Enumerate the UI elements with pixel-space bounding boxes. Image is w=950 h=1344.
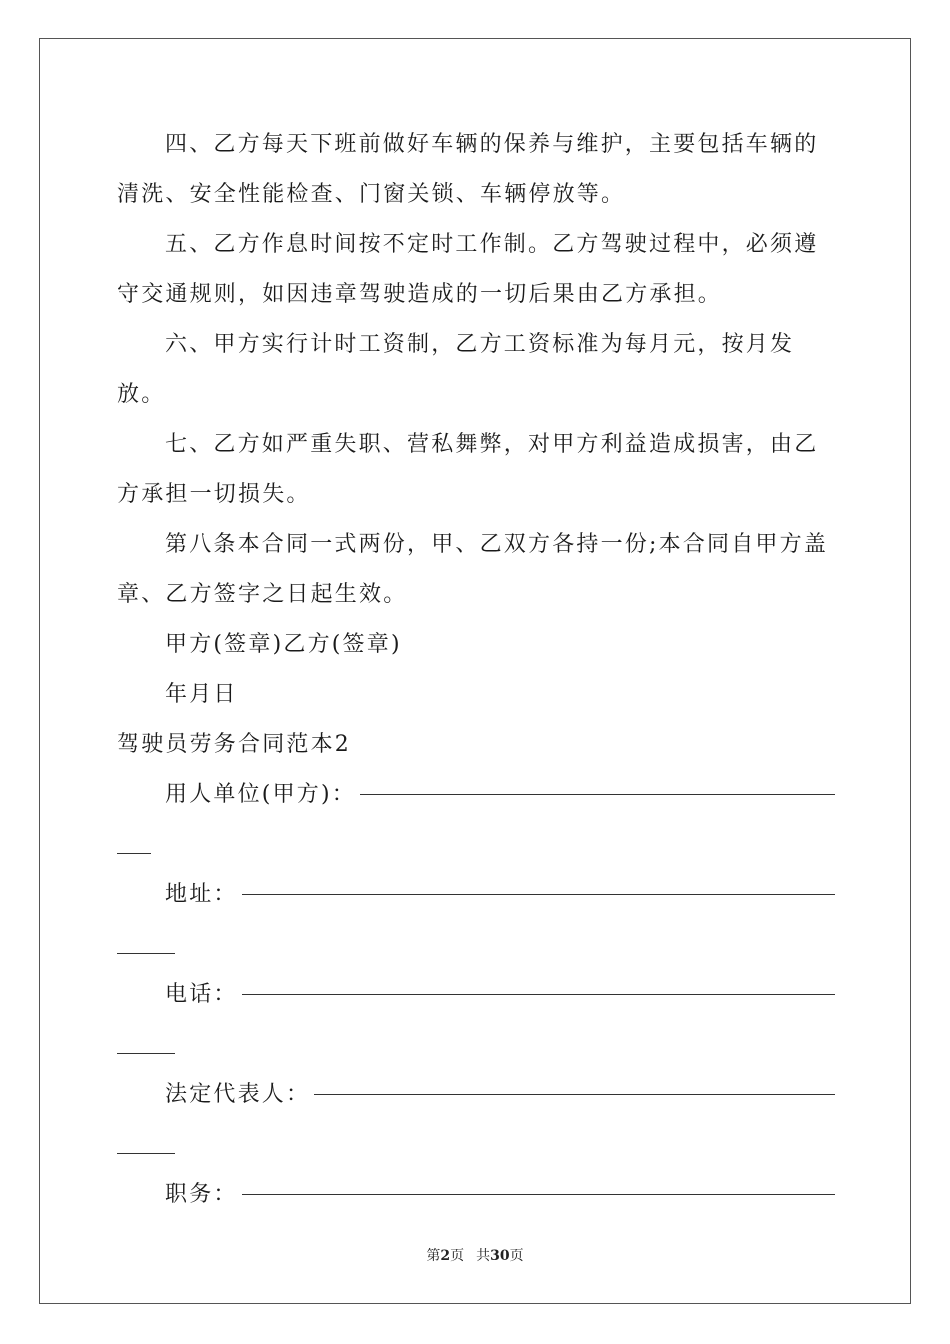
employer-field — [117, 770, 835, 820]
page-prefix: 第 — [426, 1248, 441, 1264]
page-footer — [0, 1245, 950, 1265]
clause-seven: 七、乙方如严重失职、营私舞弊，对甲方利益造成损害，由乙方承担一切损失。 — [117, 432, 819, 507]
clause-eight: 第八条本合同一式两份，甲、乙双方各持一份;本合同自甲方盖章、乙方签字之日起生效。 — [117, 532, 829, 607]
blank-stub — [117, 1053, 175, 1054]
clause-four: 四、乙方每天下班前做好车辆的保养与维护，主要包括车辆的清洗、安全性能检查、门窗关锁、车辆停放等。 — [117, 132, 819, 207]
address-blank — [242, 894, 835, 895]
page-suffix: 页 — [450, 1248, 465, 1264]
legal-rep-blank-continuation — [117, 1120, 835, 1170]
legal-rep-field — [117, 1070, 835, 1120]
legal-rep-blank — [314, 1094, 835, 1095]
date-line: 年月日 — [165, 682, 238, 707]
phone-blank-continuation — [117, 1020, 835, 1070]
document-body — [117, 120, 835, 1220]
clause-five: 五、乙方作息时间按不定时工作制。乙方驾驶过程中，必须遵守交通规则，如因违章驾驶造成的一切后果由乙方承担。 — [117, 232, 819, 307]
page-number: 2 — [440, 1248, 451, 1264]
blank-stub — [117, 953, 175, 954]
employer-label: 用人单位(甲方)： — [165, 782, 356, 807]
clause-six: 六、甲方实行计时工资制，乙方工资标准为每月元，按月发放。 — [117, 332, 795, 407]
position-field — [117, 1170, 835, 1220]
total-prefix: 共 — [476, 1248, 491, 1264]
address-label: 地址： — [165, 882, 238, 907]
employer-blank — [360, 794, 835, 795]
phone-blank — [242, 994, 835, 995]
legal-rep-label: 法定代表人： — [165, 1082, 311, 1107]
address-field — [117, 870, 835, 920]
total-suffix: 页 — [509, 1248, 524, 1264]
phone-label: 电话： — [165, 982, 238, 1007]
address-blank-continuation — [117, 920, 835, 970]
total-pages: 30 — [490, 1248, 510, 1264]
blank-stub — [117, 1153, 175, 1154]
phone-field — [117, 970, 835, 1020]
blank-stub — [117, 853, 151, 854]
employer-blank-continuation — [117, 820, 835, 870]
signature-line: 甲方(签章)乙方(签章) — [165, 632, 402, 657]
position-label: 职务： — [165, 1182, 238, 1207]
section-title: 驾驶员劳务合同范本2 — [117, 732, 351, 757]
position-blank — [242, 1194, 835, 1195]
